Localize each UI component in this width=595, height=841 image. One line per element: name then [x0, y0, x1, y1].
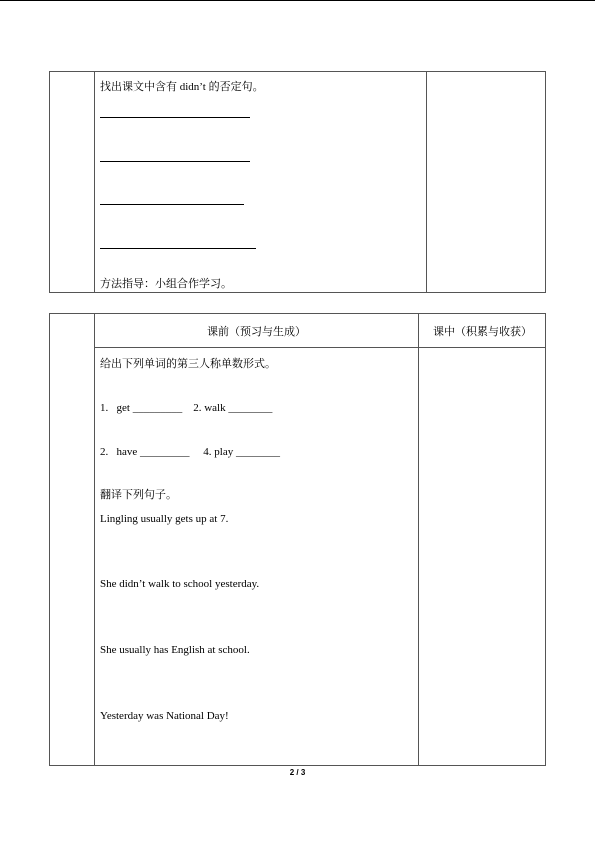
sentence-2: She didn’t walk to school yesterday. [100, 578, 260, 590]
sentence-4: Yesterday was National Day! [100, 710, 229, 722]
sentence-1: Lingling usually gets up at 7. [100, 513, 229, 525]
header-pre-class: 课前（预习与生成） [207, 326, 306, 338]
page-number: 2 / 3 [289, 768, 306, 777]
column-divider [94, 314, 95, 765]
table-1 [49, 71, 546, 293]
method-text: 方法指导：小组合作学习。 [100, 278, 232, 290]
answer-line [100, 117, 250, 118]
answer-line [100, 248, 256, 249]
table-2 [49, 313, 546, 766]
answer-line [100, 161, 250, 162]
task-translate: 翻译下列句子。 [100, 489, 177, 501]
instruction-text: 找出课文中含有 didn’t 的否定句。 [100, 81, 264, 93]
answer-line [100, 204, 244, 205]
header-in-class: 课中（积累与收获） [433, 326, 532, 338]
exercise-row-1: 1. get _________ 2. walk ________ [100, 402, 273, 414]
top-border-line [0, 0, 595, 1]
exercise-row-2: 2. have _________ 4. play ________ [100, 446, 280, 458]
column-divider [426, 72, 427, 292]
column-divider [418, 314, 419, 765]
header-divider [94, 347, 545, 348]
column-divider [94, 72, 95, 292]
sentence-3: She usually has English at school. [100, 644, 250, 656]
task-third-person: 给出下列单词的第三人称单数形式。 [100, 358, 276, 370]
